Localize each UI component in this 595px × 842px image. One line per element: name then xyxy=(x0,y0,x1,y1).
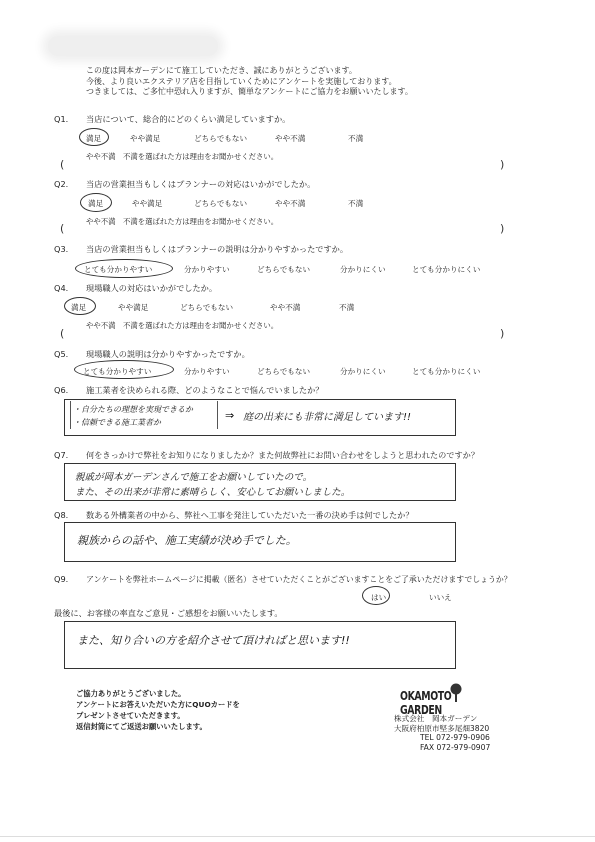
q1-option-5[interactable]: 不満 xyxy=(348,134,364,143)
q6-answer-right: 庭の出来にも非常に満足しています!! xyxy=(243,412,412,423)
intro-text xyxy=(86,66,413,98)
q6-answer-left-1: ・自分たちの理想を実現できるか xyxy=(73,405,193,414)
redacted-header xyxy=(48,36,218,56)
q3-option-1[interactable]: とても分かりやすい xyxy=(84,265,153,274)
q9-number: Q9. xyxy=(54,574,69,584)
q3-option-2[interactable]: 分かりやすい xyxy=(184,265,230,274)
q2-option-2[interactable]: やや満足 xyxy=(132,199,163,208)
q5-option-5[interactable]: とても分かりにくい xyxy=(412,367,481,376)
q2-reason-prompt: やや不満 不満を選ばれた方は理由をお聞かせください。 xyxy=(86,217,279,226)
q6-number: Q6. xyxy=(54,385,69,395)
q5-option-4[interactable]: 分かりにくい xyxy=(340,367,386,376)
q4-text: 現場職人の対応はいかがでしたか。 xyxy=(86,283,218,293)
selection-circle xyxy=(74,360,174,379)
q4-option-3[interactable]: どちらでもない xyxy=(180,303,234,312)
q8-number: Q8. xyxy=(54,510,69,520)
q5-number: Q5. xyxy=(54,349,69,359)
q2-text: 当店の営業担当もしくはプランナーの対応はいかがでしたか。 xyxy=(86,179,316,189)
q1-option-3[interactable]: どちらでもない xyxy=(194,134,248,143)
selection-circle xyxy=(80,193,112,212)
final-answer-box[interactable] xyxy=(64,621,456,669)
q2-option-1[interactable]: 満足 xyxy=(88,199,104,208)
q2-option-4[interactable]: やや不満 xyxy=(275,199,306,208)
open-paren: ( xyxy=(60,158,65,171)
company-address: 大阪府柏原市堅多尾畑3820 xyxy=(394,724,490,733)
q7-text: 何をきっかけで弊社をお知りになりましたか？また何故弊社にお問い合わせをしようと思われたのですか？ xyxy=(86,450,480,460)
company-logo xyxy=(400,683,520,717)
company-name: 株式会社 岡本ガーデン xyxy=(394,714,478,723)
divider xyxy=(0,836,595,837)
q4-option-1[interactable]: 満足 xyxy=(71,303,87,312)
selection-circle xyxy=(64,297,96,315)
closing-prompt: 最後に、お客様の率直なご意見・ご感想をお願いいたします。 xyxy=(54,608,283,618)
q2-option-3[interactable]: どちらでもない xyxy=(194,199,248,208)
q1-option-1[interactable]: 満足 xyxy=(86,134,102,143)
bracket-right xyxy=(217,401,219,429)
q1-reason-prompt: やや不満 不満を選ばれた方は理由をお聞かせください。 xyxy=(86,152,279,161)
footer-line: ご協力ありがとうございました。 xyxy=(76,689,186,698)
close-paren: ) xyxy=(500,222,505,235)
q3-option-4[interactable]: 分かりにくい xyxy=(340,265,386,274)
company-fax: FAX 072-979-0907 xyxy=(420,743,491,752)
footer-line: プレゼントさせていただきます。 xyxy=(76,711,185,720)
q1-text: 当店について、総合的にどのくらい満足していますか。 xyxy=(86,114,291,124)
q1-option-4[interactable]: やや不満 xyxy=(275,134,306,143)
selection-circle xyxy=(362,586,390,605)
q5-text: 現場職人の説明は分かりやすかったですか。 xyxy=(86,349,250,359)
q2-option-5[interactable]: 不満 xyxy=(348,199,364,208)
q4-number: Q4. xyxy=(54,283,69,293)
arrow-icon: ⇒ xyxy=(225,409,235,422)
q4-option-4[interactable]: やや不満 xyxy=(270,303,301,312)
intro-line: 今後、より良いエクステリア店を目指していくためにアンケートを実施しております。 xyxy=(86,76,397,86)
q6-answer-box[interactable] xyxy=(64,399,456,436)
q4-reason-prompt: やや不満 不満を選ばれた方は理由をお聞かせください。 xyxy=(86,321,279,330)
q9-text: アンケートを弊社ホームページに掲載（匿名）させていただくことがございますことをご了承いただけますでしょうか？ xyxy=(86,575,512,584)
q3-option-5[interactable]: とても分かりにくい xyxy=(412,265,481,274)
q6-answer-left-2: ・信頼できる施工業者か xyxy=(73,418,161,427)
q7-answer-line-1: 親戚が岡本ガーデンさんで施工をお願いしていたので。 xyxy=(75,472,313,483)
open-paren: ( xyxy=(60,222,65,235)
intro-line: この度は岡本ガーデンにて施工していただき、誠にありがとうございます。 xyxy=(86,66,357,75)
bracket-left xyxy=(70,401,72,429)
q8-answer-box[interactable] xyxy=(64,522,456,562)
footer-line: アンケートにお答えいただいた方にQUOカードを xyxy=(76,700,240,709)
q5-option-2[interactable]: 分かりやすい xyxy=(184,367,230,376)
selection-circle xyxy=(75,259,173,278)
footer-note xyxy=(76,688,240,732)
q1-number: Q1. xyxy=(54,114,69,124)
close-paren: ) xyxy=(500,327,505,340)
q4-option-5[interactable]: 不満 xyxy=(339,303,355,312)
intro-line: つきましては、ご多忙中恐れ入りますが、簡単なアンケートにご協力をお願いいたします。 xyxy=(86,87,413,97)
q9-option-yes[interactable]: はい xyxy=(371,593,387,602)
q6-text: 施工業者を決められる際、どのようなことで悩んでいましたか？ xyxy=(86,385,324,395)
q2-number: Q2. xyxy=(54,179,69,189)
q8-answer: 親族からの話や、施工実績が決め手でした。 xyxy=(77,534,297,547)
q9-option-no[interactable]: いいえ xyxy=(429,593,452,602)
q7-answer-box[interactable] xyxy=(64,463,456,501)
selection-circle xyxy=(79,128,109,146)
q8-text: 数ある外構業者の中から、弊社へ工事を発注していただいた一番の決め手は何でしたか？ xyxy=(86,510,414,520)
logo-text: OKAMOTO GARDEN xyxy=(400,689,452,717)
q7-number: Q7. xyxy=(54,450,69,460)
q7-answer-line-2: また、その出来が非常に素晴らしく、安心してお願いしました。 xyxy=(75,487,351,498)
footer-line: 返信封筒にてご返送お願いいたします。 xyxy=(76,722,207,731)
q5-option-3[interactable]: どちらでもない xyxy=(257,367,311,376)
q1-option-2[interactable]: やや満足 xyxy=(130,134,161,143)
final-answer: また、知り合いの方を紹介させて頂ければと思います!! xyxy=(77,634,350,647)
close-paren: ) xyxy=(500,158,505,171)
q5-option-1[interactable]: とても分かりやすい xyxy=(83,367,152,376)
company-tel: TEL 072-979-0906 xyxy=(420,733,490,742)
q3-text: 当店の営業担当もしくはプランナーの説明は分かりやすかったですか。 xyxy=(86,244,349,254)
open-paren: ( xyxy=(60,327,65,340)
q3-option-3[interactable]: どちらでもない xyxy=(257,265,311,274)
q4-option-2[interactable]: やや満足 xyxy=(118,303,149,312)
q3-number: Q3. xyxy=(54,244,69,254)
